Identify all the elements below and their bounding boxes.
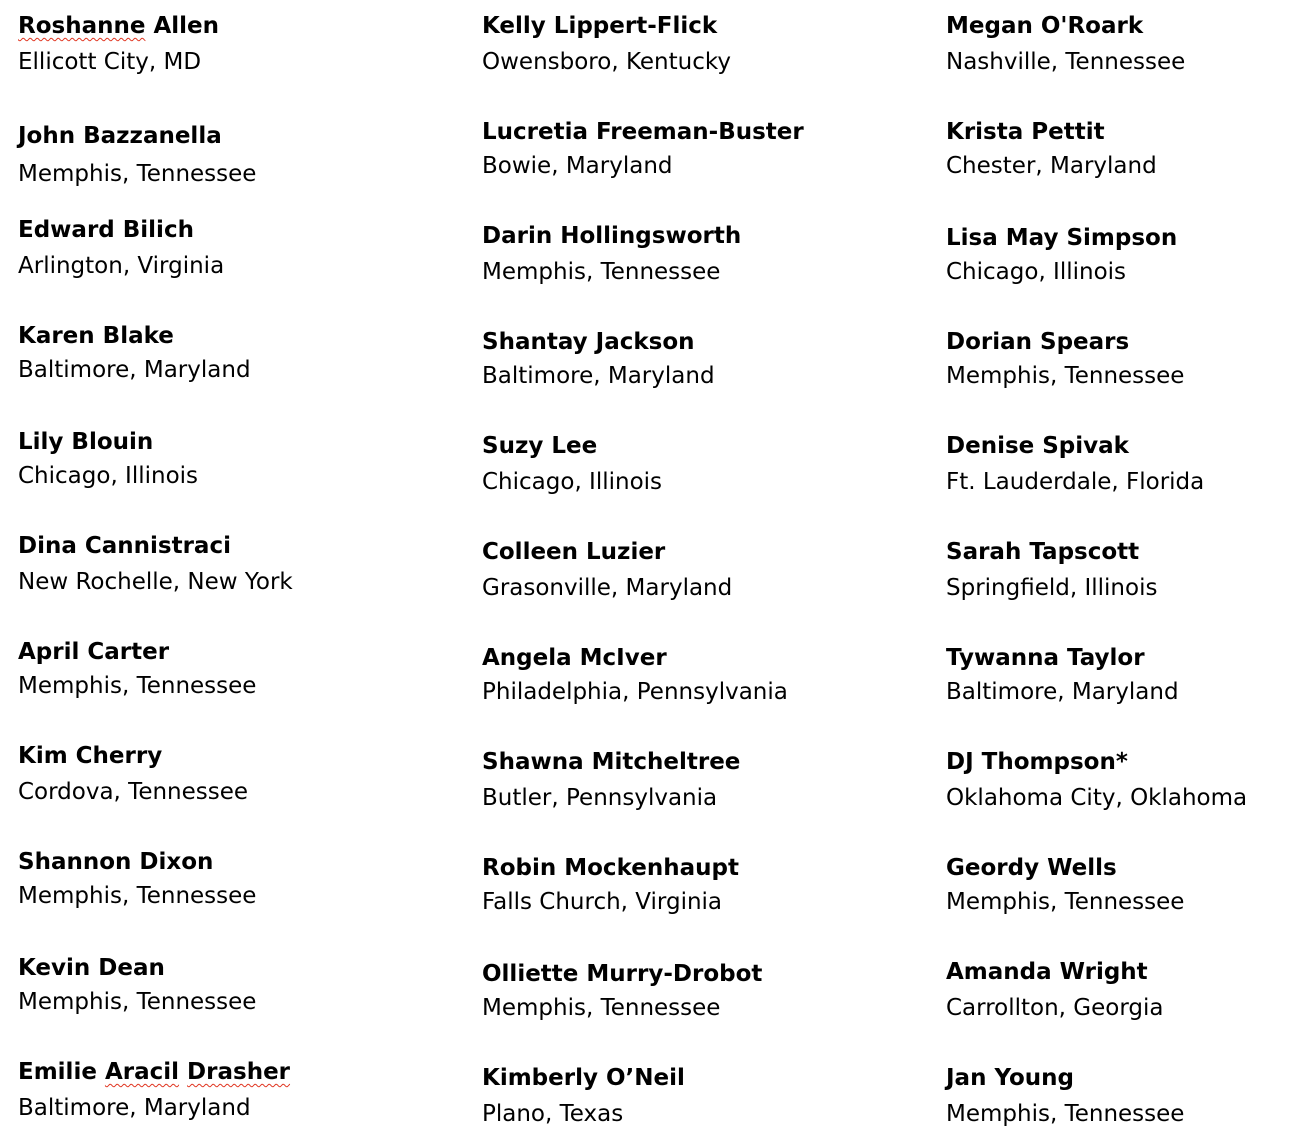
person-location: Memphis, Tennessee xyxy=(482,259,721,285)
person-location: Chicago, Illinois xyxy=(946,259,1127,285)
person-location: Carrollton, Georgia xyxy=(946,995,1164,1021)
person-name: Dorian Spears xyxy=(946,329,1130,355)
person-name: Karen Blake xyxy=(18,323,174,349)
person-location: Arlington, Virginia xyxy=(18,253,225,279)
person-location: Plano, Texas xyxy=(482,1101,624,1127)
person-location: Oklahoma City, Oklahoma xyxy=(946,785,1248,811)
person-location: Chicago, Illinois xyxy=(18,463,199,489)
person-location: Falls Church, Virginia xyxy=(482,889,723,915)
person-name: Sarah Tapscott xyxy=(946,539,1140,565)
person-name: Amanda Wright xyxy=(946,959,1148,985)
person-location: Springfield, Illinois xyxy=(946,575,1158,601)
person-name: Edward Bilich xyxy=(18,217,194,243)
person-location: Baltimore, Maryland xyxy=(18,357,251,383)
person-name: Krista Pettit xyxy=(946,119,1105,145)
person-name: Roshanne Allen xyxy=(18,13,220,39)
person-location: Baltimore, Maryland xyxy=(946,679,1179,705)
person-name: Dina Cannistraci xyxy=(18,533,231,559)
person-location: Butler, Pennsylvania xyxy=(482,785,718,811)
person-name: Lisa May Simpson xyxy=(946,225,1178,251)
person-name: Geordy Wells xyxy=(946,855,1117,881)
person-location: Memphis, Tennessee xyxy=(18,673,257,699)
person-location: Memphis, Tennessee xyxy=(18,989,257,1015)
person-name: DJ Thompson* xyxy=(946,749,1128,775)
person-location: Baltimore, Maryland xyxy=(482,363,715,389)
person-location: New Rochelle, New York xyxy=(18,569,293,595)
person-name: Darin Hollingsworth xyxy=(482,223,742,249)
person-name: Shawna Mitcheltree xyxy=(482,749,741,775)
person-name: Lily Blouin xyxy=(18,429,154,455)
person-name: Olliette Murry-Drobot xyxy=(482,961,763,987)
person-name: Emilie Aracil Drasher xyxy=(18,1059,291,1085)
person-location: Nashville, Tennessee xyxy=(946,49,1186,75)
person-location: Memphis, Tennessee xyxy=(946,889,1185,915)
person-location: Grasonville, Maryland xyxy=(482,575,733,601)
person-location: Bowie, Maryland xyxy=(482,153,673,179)
person-name: Suzy Lee xyxy=(482,433,598,459)
person-location: Cordova, Tennessee xyxy=(18,779,249,805)
person-location: Memphis, Tennessee xyxy=(482,995,721,1021)
person-name: Jan Young xyxy=(946,1065,1075,1091)
person-name: Kim Cherry xyxy=(18,743,163,769)
person-name: Shantay Jackson xyxy=(482,329,695,355)
person-location: Philadelphia, Pennsylvania xyxy=(482,679,788,705)
person-name: Kimberly O’Neil xyxy=(482,1065,685,1091)
person-location: Chester, Maryland xyxy=(946,153,1157,179)
person-location: Ft. Lauderdale, Florida xyxy=(946,469,1205,495)
person-location: Baltimore, Maryland xyxy=(18,1095,251,1121)
person-name: Kelly Lippert-Flick xyxy=(482,13,718,39)
person-location: Memphis, Tennessee xyxy=(18,161,257,187)
person-name: Lucretia Freeman-Buster xyxy=(482,119,804,145)
person-name: April Carter xyxy=(18,639,170,665)
person-name: Denise Spivak xyxy=(946,433,1129,459)
person-location: Memphis, Tennessee xyxy=(18,883,257,909)
person-location: Memphis, Tennessee xyxy=(946,1101,1185,1127)
person-name: Colleen Luzier xyxy=(482,539,666,565)
person-name: John Bazzanella xyxy=(18,123,222,149)
person-location: Ellicott City, MD xyxy=(18,49,202,75)
person-name: Shannon Dixon xyxy=(18,849,214,875)
person-name: Angela McIver xyxy=(482,645,667,671)
person-location: Memphis, Tennessee xyxy=(946,363,1185,389)
person-name: Megan O'Roark xyxy=(946,13,1144,39)
person-name: Tywanna Taylor xyxy=(946,645,1145,671)
person-location: Owensboro, Kentucky xyxy=(482,49,731,75)
person-name: Kevin Dean xyxy=(18,955,165,981)
person-location: Chicago, Illinois xyxy=(482,469,663,495)
person-name: Robin Mockenhaupt xyxy=(482,855,739,881)
